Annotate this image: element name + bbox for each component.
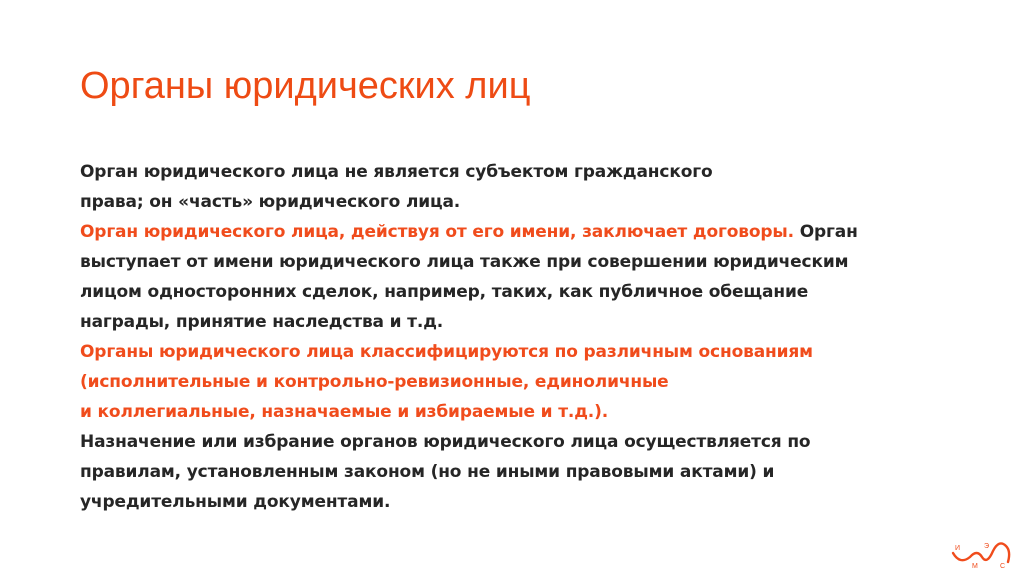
paragraph-4-line-3: учредительными документами. [80, 492, 391, 512]
paragraph-4-line-1: Назначение или избрание органов юридического лица осуществляется по [80, 432, 811, 452]
paragraph-2-tail: Орган [793, 222, 858, 242]
logo-letter-4: С [1000, 563, 1006, 570]
paragraph-2-line-4: награды, принятие наследства и т.д. [80, 312, 444, 332]
imes-logo-icon [950, 536, 1014, 570]
paragraph-1-line-1: Орган юридического лица не является субъектом гражданского [80, 162, 713, 182]
paragraph-3-line-3: и коллегиальные, назначаемые и избираемые и т.д.). [80, 402, 609, 422]
slide-body [80, 157, 950, 517]
paragraph-2-line-3: лицом односторонних сделок, например, таких, как публичное обещание [80, 282, 809, 302]
logo-letter-2: М [972, 563, 978, 570]
paragraph-4-line-2: правилам, установленным законом (но не иными правовыми актами) и [80, 462, 775, 482]
paragraph-2-highlight: Орган юридического лица, действуя от его имени, заключает договоры. [80, 222, 794, 242]
paragraph-1-line-2: права; он «часть» юридического лица. [80, 192, 461, 212]
logo-letter-1: И [955, 545, 961, 552]
paragraph-3-line-2: (исполнительные и контрольно-ревизионные, единоличные [80, 372, 669, 392]
logo-letter-3: Э [984, 543, 990, 550]
paragraph-2-line-1 [80, 217, 950, 247]
paragraph-3-line-1: Органы юридического лица классифицируются по различным основаниям [80, 342, 813, 362]
slide-title: Органы юридических лиц [80, 65, 531, 107]
paragraph-2-line-2: выступает от имени юридического лица также при совершении юридическим [80, 252, 849, 272]
